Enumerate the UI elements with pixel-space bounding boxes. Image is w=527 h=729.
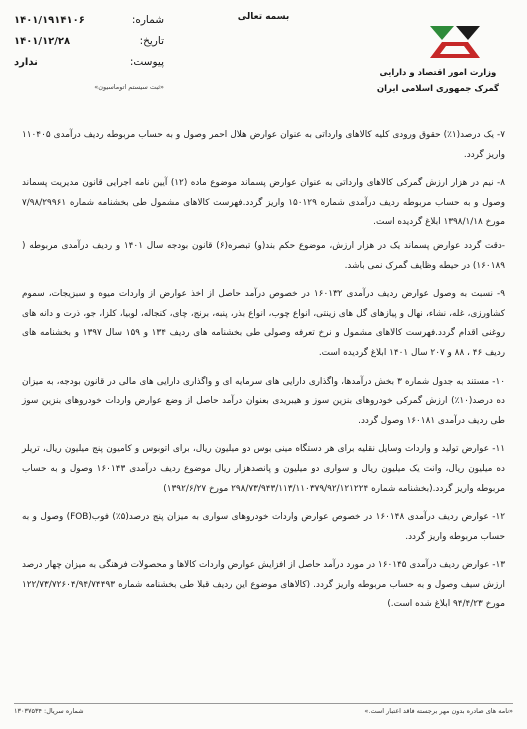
date-row	[14, 35, 164, 56]
system-note: «ثبت سیستم اتوماسیون»	[94, 83, 164, 91]
serial-value: ۱۳۰۳۷۵۳۴	[14, 707, 42, 715]
paragraph-7: ۷- یک درصد(۱٪) حقوق ورودی کلیه کالاهای وارداتی به عنوان عوارض هلال احمر وصول و به حساب مربوطه ردیف درآمدی ۱۱۰۴۰۵ واریز گردد.	[22, 130, 505, 160]
paragraph-8-note: -دقت گردد عوارض پسماند یک در هزار ارزش، موضوع حکم بند(و) تبصره(۶) قانون بودجه سال ۱۴۰۱ و ردیف درآمدی مربوطه ( ۱۶۰۱۸۹) در حیطه وظایف گمرک نمی باشد.	[22, 240, 506, 271]
footer	[14, 707, 513, 715]
customs-name: گمرک جمهوری اسلامی ایران	[376, 84, 499, 94]
attachment-label: پیوست:	[129, 56, 164, 68]
customs-logo	[420, 22, 490, 62]
footer-divider	[14, 703, 513, 704]
number-row	[14, 14, 164, 35]
organization-name	[377, 68, 499, 94]
serial-label: شماره سریال:	[44, 707, 84, 715]
attachment-row	[14, 56, 164, 77]
date-label: تاریخ:	[139, 35, 164, 47]
paragraph-13: ۱۳- عوارض ردیف درآمدی ۱۶۰۱۴۵ در مورد درآمد حاصل از افزایش عوارض واردات کالاها و محصولات فرهنگی به میزان چهار درصد ارزش سیف وصول و به حساب مربوطه واریز گردد. (کالاهای موضوع این ردیف قبلا طی بخشنامه شماره ۱۲۲/۷۳/۷۲۶۰۴/۹۴/۷۴۴۹۳ مورخ ۹۴/۴/۲۳ ابلاغ شده است.)	[22, 560, 505, 610]
basmala-heading: بسمه تعالی	[237, 12, 290, 22]
letter-meta	[14, 14, 164, 91]
validity-note: «نامه های صادره بدون مهر برجسته فاقد اعتبار است.»	[364, 707, 513, 715]
number-label: شماره:	[131, 14, 164, 26]
paragraph-8: ۸- نیم در هزار ارزش گمرکی کالاهای وارداتی به عنوان عوارض پسماند موضوع ماده (۱۲) آیین نامه اجرایی قانون مدیریت پسماند وصول و به حساب مربوطه ردیف درآمدی شماره ۱۵۰۱۲۹ واریز گردد.فهرست کالاهای مشمول طی بخشنامه شماره ۷/۹۸/۲۹۹۶۱ مورخ ۱۳۹۸/۱/۱۸ ابلاغ گردیده است.	[22, 178, 505, 228]
paragraph-9: ۹- نسبت به وصول عوارض ردیف درآمدی ۱۶۰۱۳۲ در خصوص درآمد حاصل از اخذ عوارض از واردات میوه و سبزیجات، سموم کشاورزی، غله، نشاء، نهال و پیازهای گل های زینتی، انواع چوب، انواع بذر، پنبه، برنج، چای، کنجاله، لوبیا، کلزا، جو، ذرت و دانه های روغنی اقدام گردد.فهرست کالاهای مشمول و نرخ تعرفه وصولی طی بخشنامه های ردیف ۱۳۴ و ۱۵۹ سال ۱۳۹۷ و بخشنامه های ردیف ۴۶ ، ۸۸ و ۲۰۷ سال ۱۴۰۱ ابلاغ گردیده است.	[22, 289, 506, 358]
number-value: ۱۴۰۱/۱۹۱۴۱۰۶	[14, 15, 85, 26]
ministry-name: وزارت امور اقتصاد و دارایی	[379, 68, 497, 78]
paragraph-11: ۱۱- عوارض تولید و واردات وسایل نقلیه برای هر دستگاه مینی بوس دو میلیون ریال، برای اتوبوس و کامیون پنج میلیون ریال، تریلر ده میلیون ریال، وانت یک میلیون ریال و سواری دو میلیون و پانصدهزار ریال موضوع ردیف درآمدی ۱۶۰۱۴۳ وصول و به حساب مربوطه واریز گردد.(بخشنامه شماره ۲۹۸/۷۳/۹۴۳/۱۱۳/۱۱۰۳۷۹/۹۲/۱۲۱۲۲۴ مورخ ۱۳۹۲/۶/۲۷)	[22, 444, 505, 494]
serial-block	[14, 707, 84, 715]
paragraph-12: ۱۲- عوارض ردیف درآمدی ۱۶۰۱۴۸ در خصوص عوارض واردات خودروهای سواری به میزان پنج درصد(۵٪) فوب(FOB) وصول و به حساب مربوطه واریز گردد.	[22, 512, 506, 542]
attachment-value: ندارد	[14, 57, 38, 68]
date-value: ۱۴۰۱/۱۲/۲۸	[14, 36, 71, 47]
letter-body	[22, 126, 505, 624]
paragraph-10: ۱۰- مستند به جدول شماره ۳ بخش درآمدها، واگذاری دارایی های سرمایه ای و واگذاری دارایی های مالی در قانون بودجه، به میزان ده درصد(۱۰٪) ارزش گمرکی خودروهای بنزین سوز و هیبریدی بعنوان درآمد حاصل از وضع عوارض واردات خودروهای بنزین سوز طی ردیف درآمدی ۱۶۰۱۸۱ وصول گردد.	[22, 376, 505, 426]
